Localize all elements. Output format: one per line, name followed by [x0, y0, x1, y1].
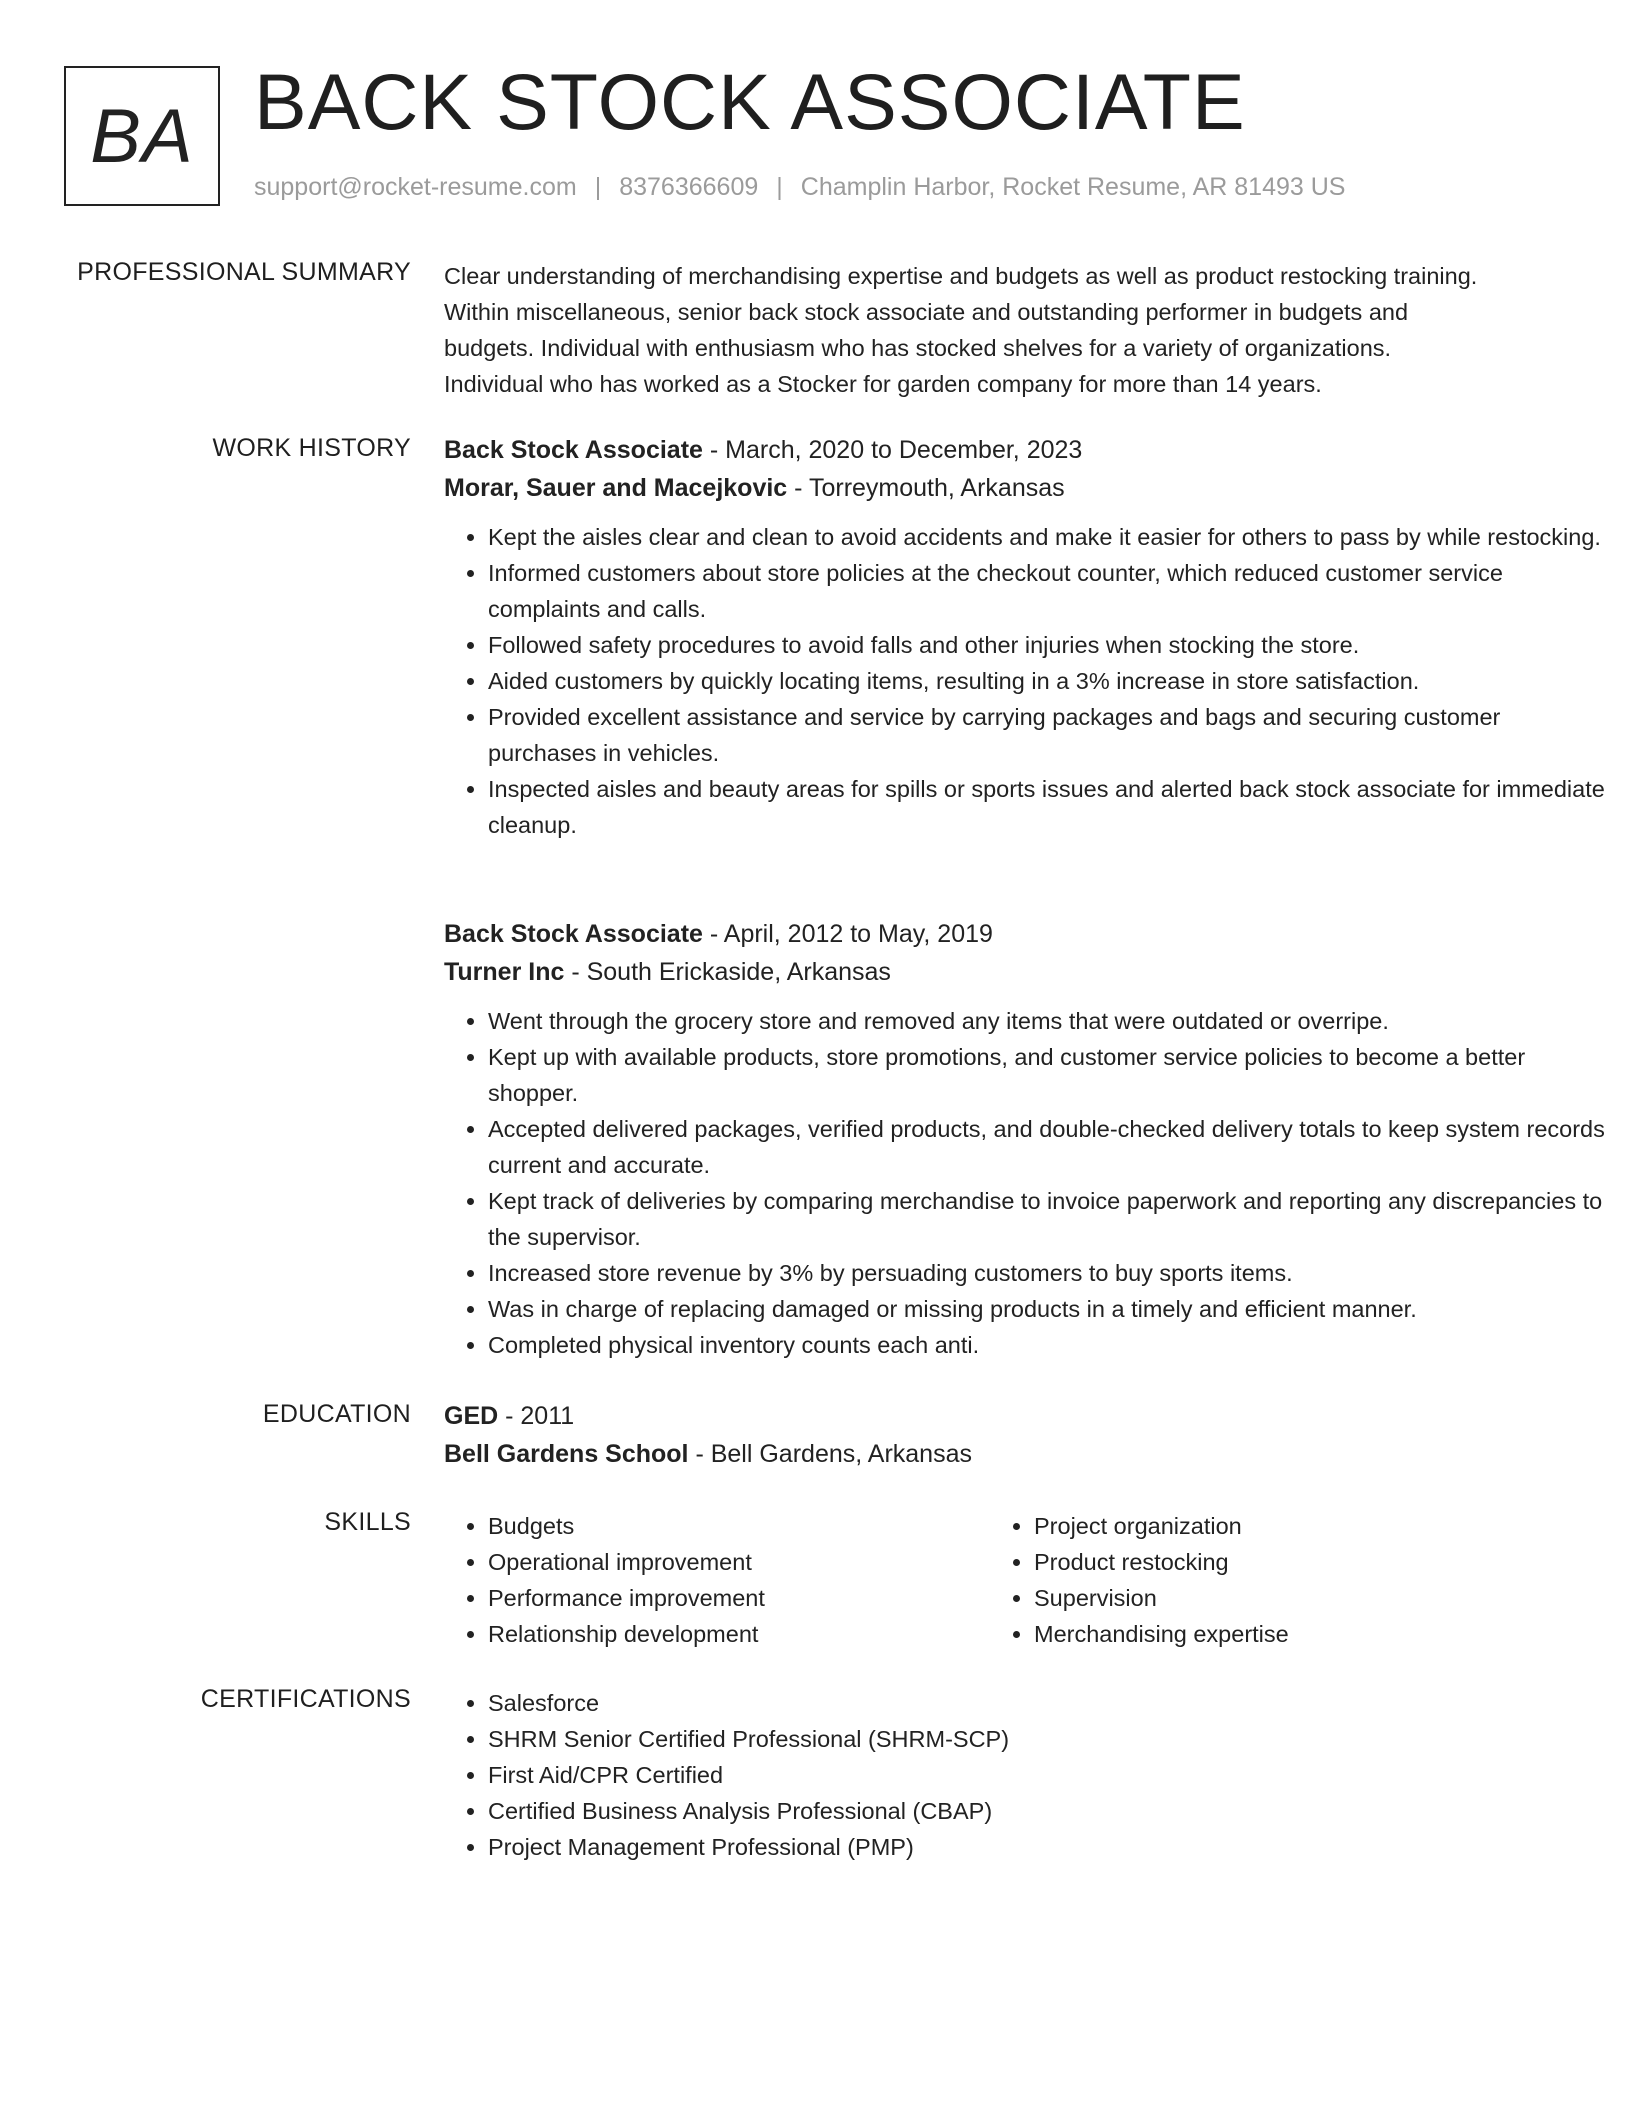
- job-company-line: [444, 953, 1612, 991]
- section-label-education: EDUCATION: [262, 1400, 411, 1428]
- skill-item: • Merchandising expertise: [1034, 1616, 1289, 1652]
- job-bullet: • Completed physical inventory counts each anti.: [488, 1327, 1612, 1363]
- summary-text: [444, 258, 1612, 402]
- job-bullet: • Aided customers by quickly locating items, resulting in a 3% increase in store satisfaction.: [488, 663, 1612, 699]
- job-bullet: • Increased store revenue by 3% by persuading customers to buy sports items.: [488, 1255, 1612, 1291]
- job-bullet: • Provided excellent assistance and service by carrying packages and bags and securing customer purchases in vehicles.: [488, 699, 1612, 771]
- skill-item: • Budgets: [488, 1508, 990, 1544]
- contact-email[interactable]: support@rocket-resume.com: [254, 173, 577, 201]
- degree-year: - 2011: [498, 1402, 575, 1430]
- job-title-line: [444, 915, 1612, 953]
- page-title: BACK STOCK ASSOCIATE: [254, 57, 1246, 146]
- skill-item: • Project organization: [1034, 1508, 1289, 1544]
- certification-item: • Salesforce: [488, 1685, 1612, 1721]
- job-location: - South Erickaside, Arkansas: [564, 958, 891, 986]
- job-bullet: • Followed safety procedures to avoid falls and other injuries when stocking the store.: [488, 627, 1612, 663]
- skills-list-right: [990, 1508, 1289, 1652]
- job-bullet: • Inspected aisles and beauty areas for spills or sports issues and alerted back stock associate for immediate cleanup.: [488, 771, 1612, 843]
- skill-item: • Supervision: [1034, 1580, 1289, 1616]
- skills-columns: [444, 1508, 1612, 1652]
- job-bullets: [444, 519, 1612, 843]
- job-dates: - March, 2020 to December, 2023: [702, 436, 1083, 464]
- job-company: Turner Inc: [444, 958, 565, 986]
- skill-item: • Product restocking: [1034, 1544, 1289, 1580]
- skill-item: • Operational improvement: [488, 1544, 990, 1580]
- job-bullet: • Kept the aisles clear and clean to avoid accidents and make it easier for others to pass by while restocking.: [488, 519, 1612, 555]
- skills-body: [444, 1508, 1612, 1652]
- job-company-line: [444, 469, 1612, 507]
- section-label-certifications: CERTIFICATIONS: [200, 1685, 411, 1713]
- job-bullet: • Went through the grocery store and removed any items that were outdated or overripe.: [488, 1003, 1612, 1039]
- summary-line: budgets. Individual with enthusiasm who has stocked shelves for a variety of organizations.: [444, 335, 1392, 361]
- school-name: Bell Gardens School: [444, 1440, 689, 1468]
- certification-item: • Project Management Professional (PMP): [488, 1829, 1612, 1865]
- job-dates: - April, 2012 to May, 2019: [702, 920, 993, 948]
- job-title: Back Stock Associate: [444, 436, 703, 464]
- school-line: [444, 1435, 1612, 1473]
- degree: GED: [444, 1402, 499, 1430]
- job-bullets: [444, 1003, 1612, 1363]
- job-location: - Torreymouth, Arkansas: [787, 474, 1065, 502]
- job-entry: [444, 431, 1612, 843]
- certifications-list: [444, 1685, 1612, 1865]
- school-location: - Bell Gardens, Arkansas: [688, 1440, 972, 1468]
- education-entry: [444, 1397, 1612, 1473]
- contact-separator: |: [594, 173, 602, 201]
- job-bullet: • Accepted delivered packages, verified products, and double-checked delivery totals to keep system records current and accurate.: [488, 1111, 1612, 1183]
- job-title: Back Stock Associate: [444, 920, 703, 948]
- certification-item: • Certified Business Analysis Professional (CBAP): [488, 1793, 1612, 1829]
- certifications-body: [444, 1685, 1612, 1865]
- section-label-work-history: WORK HISTORY: [212, 434, 411, 462]
- section-label-skills: SKILLS: [324, 1508, 411, 1536]
- contact-phone[interactable]: 8376366609: [619, 173, 759, 201]
- job-bullet: • Informed customers about store policies at the checkout counter, which reduced customer service complaints and calls.: [488, 555, 1612, 627]
- contact-info: [254, 173, 1345, 202]
- summary-line: Individual who has worked as a Stocker for garden company for more than 14 years.: [444, 371, 1322, 397]
- skill-item: • Relationship development: [488, 1616, 990, 1652]
- summary-line: Clear understanding of merchandising expertise and budgets as well as product restocking training.: [444, 263, 1478, 289]
- job-company: Morar, Sauer and Macejkovic: [444, 474, 788, 502]
- contact-address: Champlin Harbor, Rocket Resume, AR 81493 US: [800, 173, 1346, 201]
- skill-item: • Performance improvement: [488, 1580, 990, 1616]
- section-label-summary: PROFESSIONAL SUMMARY: [77, 258, 411, 286]
- certification-item: • SHRM Senior Certified Professional (SHRM-SCP): [488, 1721, 1612, 1757]
- monogram-text: BA: [90, 93, 194, 179]
- job-title-line: [444, 431, 1612, 469]
- job-bullet: • Was in charge of replacing damaged or missing products in a timely and efficient manner.: [488, 1291, 1612, 1327]
- job-entry: [444, 915, 1612, 1363]
- contact-separator: |: [776, 173, 783, 201]
- certification-item: • First Aid/CPR Certified: [488, 1757, 1612, 1793]
- degree-line: [444, 1397, 1612, 1435]
- job-bullet: • Kept up with available products, store promotions, and customer service policies to become a better shopper.: [488, 1039, 1612, 1111]
- job-bullet: • Kept track of deliveries by comparing merchandise to invoice paperwork and reporting any discrepancies to the supervisor.: [488, 1183, 1612, 1255]
- skills-list-left: [444, 1508, 990, 1652]
- summary-line: Within miscellaneous, senior back stock associate and outstanding performer in budgets and: [444, 299, 1409, 325]
- summary-body: [444, 258, 1612, 402]
- monogram-logo: [64, 66, 220, 206]
